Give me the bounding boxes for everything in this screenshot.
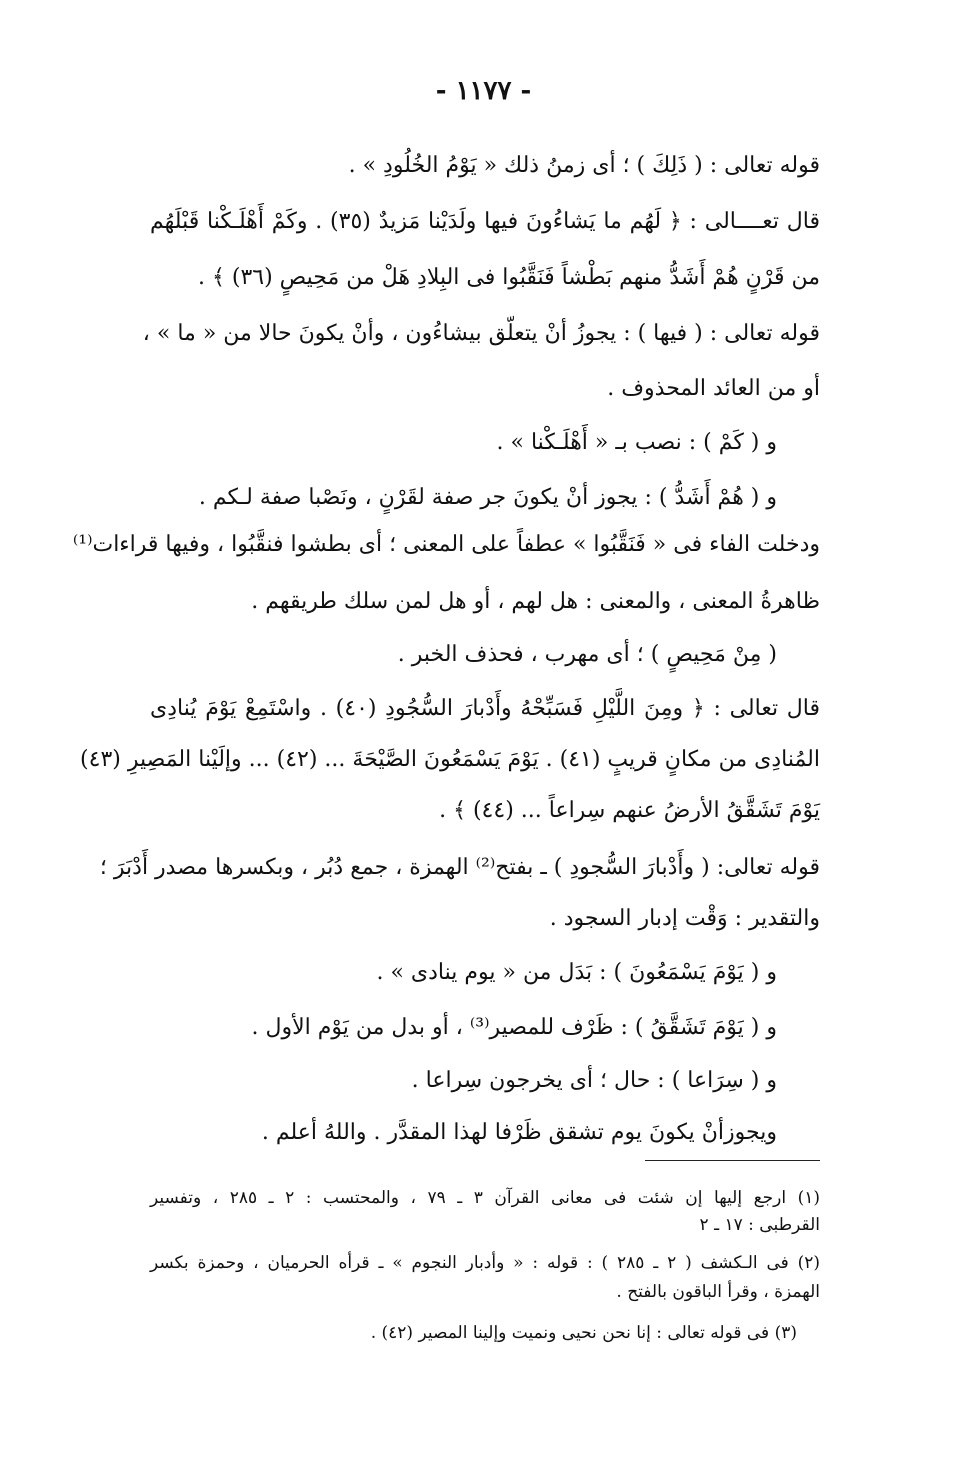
footnote-line: (٢) فى الـكشف ( ٢ ـ ٢٨٥ ) : قوله : « وأدبار النجوم » ـ قرأه الحرميان ، وحمزة بكسر [150, 1253, 820, 1273]
text-line: قوله تعالى : ( فيها ) : يجوزُ أنْ يتعلّق بيشاءُون ، وأنْ يكونَ حالا من « ما » ، [142, 321, 820, 346]
text-line: و ( سِرَاعا ) : حال ؛ أى يخرجون سِراعا . [411, 1068, 777, 1093]
text-line: قوله تعالى : ( ذَلِكَ ) ؛ أى زمنُ ذلك « يَوْمُ الخُلُودِ » . [348, 153, 820, 178]
text-line: و ( يَوْمَ تَشَقَّقُ ) : ظَرْف للمصير⁽³⁾ ، أو بدل من يَوْم الأول . [251, 1015, 777, 1040]
footnote-line: القرطبى : ١٧ ـ ٢ [699, 1215, 820, 1235]
text-line: أو من العائد المحذوف . [607, 376, 820, 401]
text-line: قوله تعالى: ( وأَدْبارَ السُّجودِ ) ـ بفتح⁽²⁾ الهمزة ، جمع دُبُر ، وبكسرها مصدر أَدْبَرَ ؛ [99, 855, 820, 880]
text-line: المُنادِى من مكانٍ قريبٍ (٤١) . يَوْمَ يَسْمَعُونَ الصَّيْحَةَ ... (٤٢) ... وإلَيْنا المَصِيرِ (٤٣) [80, 747, 820, 772]
text-line: ويجوزأنْ يكونَ يوم تشقق ظَرْفا لهذا المقدَّر . واللهُ أعلم . [261, 1120, 777, 1145]
footnote-line: (٣) فى قوله تعالى : إنا نحن نحيى ونميت وإلينا المصير (٤٢) . [370, 1323, 797, 1343]
page-number: - ١١٧٧ - [435, 76, 532, 106]
text-line: و ( هُمْ أَشَدُّ ) : يجوز أنْ يكونَ جر صفة لقَرْنٍ ، ونَصْبا صفة لـكم . [198, 485, 777, 510]
text-line: ودخلت الفاء فى « فَنَقَّبُوا » عطفاً على المعنى ؛ أى بطشوا فنقَّبُوا ، وفيها قراءات⁽¹⁾ [72, 532, 820, 557]
text-line: ظاهرةُ المعنى ، والمعنى : هل لهم ، أو هل لمن سلك طريقهم . [251, 589, 820, 614]
footnote-line: (١) ارجع إليها إن شئت فى معانى القرآن ٣ ـ ٧٩ ، والمحتسب : ٢ ـ ٢٨٥ ، وتفسير [150, 1188, 820, 1208]
text-line: يَوْمَ تَشَقَّقُ الأرضُ عنهم سِراعاً ... (٤٤) ﴾ . [439, 798, 820, 823]
text-line: و ( يَوْمَ يَسْمَعُونَ ) : بَدَل من « يوم ينادى » . [376, 960, 777, 985]
text-line: من قَرْنٍ هُمْ أَشَدُّ منهم بَطْشاً فَنَقَّبُوا فى البِلادِ هَلْ من مَحِيصٍ (٣٦) ﴾ . [198, 265, 820, 290]
footnote-divider [645, 1160, 820, 1161]
text-line: قال تعــــالى : ﴿ لَهُم ما يَشاءُونَ فيها ولَدَيْنا مَزيدٌ (٣٥) . وكَمْ أَهْلَـكْنا قَبْلَهُم [150, 209, 821, 234]
footnote-line: الهمزة ، وقرأ الباقون بالفتح . [616, 1282, 820, 1302]
text-line: ( مِنْ مَحِيصٍ ) ؛ أى مهرب ، فحذف الخبر . [397, 642, 777, 667]
text-line: و ( كَمْ ) : نصب بـ « أَهْلَـكْنا » . [496, 430, 777, 455]
text-line: والتقدير : وَقْت إدبار السجود . [549, 906, 820, 931]
text-line: قال تعالى : ﴿ ومِنَ اللَّيْلِ فَسَبِّحْهُ وأَدْبارَ السُّجُودِ (٤٠) . واسْتَمِعْ يَوْمَ يُنادِى [150, 696, 820, 721]
